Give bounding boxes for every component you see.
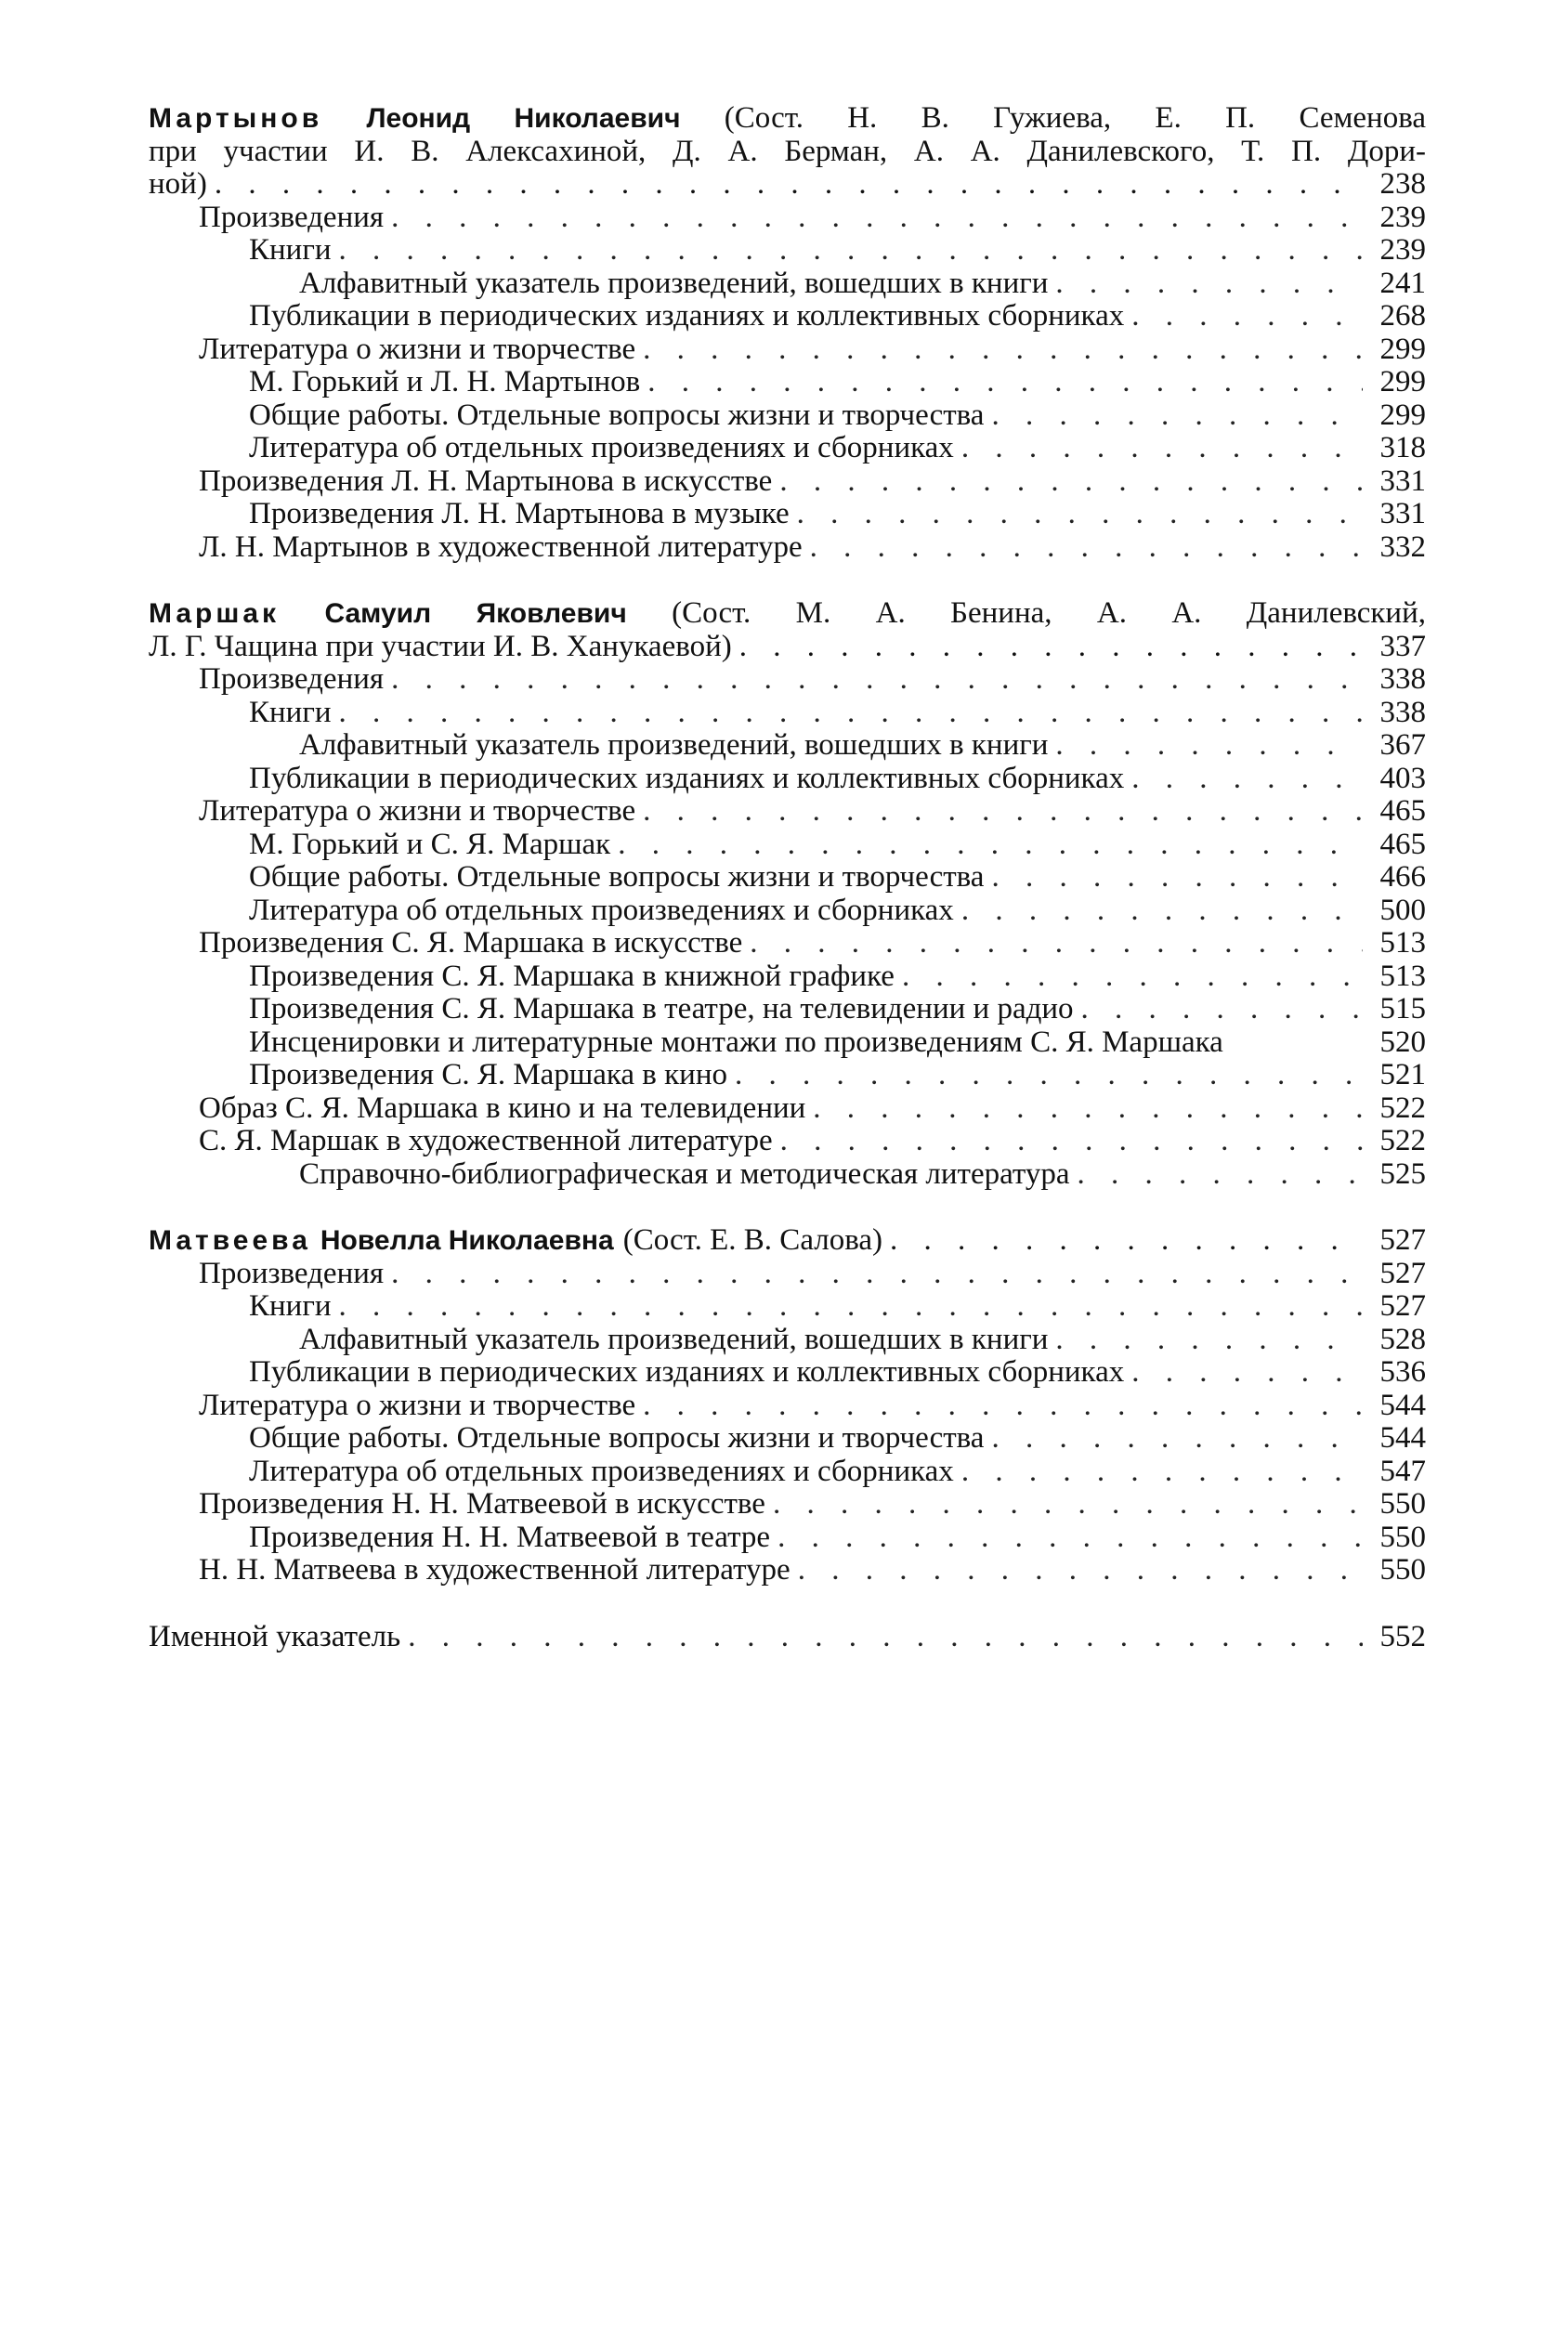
dot-leader	[739, 631, 1363, 664]
page-number: 268	[1379, 299, 1426, 333]
page-number: 513	[1379, 959, 1426, 993]
page-number: 527	[1379, 1223, 1426, 1257]
entry-list	[149, 663, 1426, 1191]
dot-leader	[735, 1059, 1363, 1092]
heading-last-line	[149, 631, 1426, 664]
entry-title: Произведения С. Я. Маршака в книжной графике	[249, 959, 895, 993]
toc-entry[interactable]	[149, 498, 1426, 531]
author-surname: Маршак	[149, 598, 281, 629]
entry-title: Книги	[249, 695, 332, 729]
dot-leader	[813, 1092, 1363, 1126]
author-surname: Матвеева	[149, 1225, 311, 1256]
page-number: 500	[1379, 893, 1426, 927]
page-number: 403	[1379, 761, 1426, 795]
dot-leader	[798, 1554, 1363, 1587]
page-number: 522	[1379, 1091, 1426, 1125]
page-number: 338	[1379, 695, 1426, 729]
dot-leader	[773, 1488, 1363, 1522]
toc-entry[interactable]	[149, 366, 1426, 399]
entry-title: Произведения Н. Н. Матвеевой в искусстве	[199, 1487, 765, 1521]
entry-title: М. Горький и С. Я. Маршак	[249, 827, 611, 861]
author-given-names: Леонид Николаевич	[366, 103, 681, 134]
dot-leader	[777, 1522, 1363, 1555]
compilers-text: (Сост. М. А. Бенина, А. А. Данилевский,	[672, 596, 1426, 630]
dot-leader	[408, 1621, 1363, 1654]
dot-leader	[643, 1390, 1363, 1423]
toc-entry[interactable]	[149, 1356, 1426, 1390]
entry-list	[149, 202, 1426, 565]
toc-entry[interactable]	[149, 663, 1426, 697]
page-number: 547	[1379, 1454, 1426, 1488]
toc-entry[interactable]	[149, 1324, 1426, 1357]
page-number: 536	[1379, 1355, 1426, 1389]
entry-title: Произведения С. Я. Маршака в театре, на телевидении и радио	[249, 992, 1074, 1025]
dot-leader	[1081, 993, 1363, 1026]
page-number: 241	[1379, 266, 1426, 300]
toc-entry[interactable]	[149, 993, 1426, 1026]
entry-title: Инсценировки и литературные монтажи по произведениям С. Я. Маршака	[249, 1025, 1223, 1059]
entry-title: Произведения Л. Н. Мартынова в музыке	[249, 497, 790, 530]
page-number: 338	[1379, 662, 1426, 696]
entry-title: Публикации в периодических изданиях и коллективных сборниках	[249, 761, 1125, 795]
heading-last-text: (Сост. Е. В. Салова)	[622, 1223, 883, 1257]
entry-list	[149, 1258, 1426, 1587]
dot-leader	[1055, 268, 1363, 301]
toc-entry[interactable]	[149, 1290, 1426, 1324]
toc-entry[interactable]	[149, 861, 1426, 895]
toc-entry[interactable]	[149, 465, 1426, 499]
dot-leader	[339, 1290, 1363, 1324]
page-number: 550	[1379, 1553, 1426, 1587]
page-number: 299	[1379, 398, 1426, 432]
entry-title: Алфавитный указатель произведений, вошедших в книги	[299, 728, 1049, 762]
page-number: 337	[1379, 629, 1426, 663]
dot-leader	[991, 399, 1363, 433]
dot-leader	[991, 861, 1363, 895]
dot-leader	[1131, 763, 1363, 796]
toc-section-matveeva	[149, 1224, 1426, 1587]
page-number: 299	[1379, 332, 1426, 366]
entry-title: Литература о жизни и творчестве	[199, 332, 636, 366]
dot-leader	[391, 1258, 1363, 1291]
toc-entry[interactable]	[149, 697, 1426, 730]
toc-entry[interactable]	[149, 1456, 1426, 1489]
page-number: 550	[1379, 1487, 1426, 1521]
heading-last-line	[149, 168, 1426, 202]
dot-leader	[339, 697, 1363, 730]
toc-entry[interactable]	[149, 1158, 1426, 1192]
toc-entry[interactable]	[149, 531, 1426, 565]
dot-leader	[618, 829, 1363, 862]
entry-title: Образ С. Я. Маршака в кино и на телевидении	[199, 1091, 806, 1125]
toc-entry[interactable]	[149, 1125, 1426, 1158]
page-number: 318	[1379, 431, 1426, 464]
dot-leader	[643, 333, 1363, 367]
page-number: 465	[1379, 794, 1426, 828]
dot-leader	[780, 1125, 1363, 1158]
page-number: 239	[1379, 200, 1426, 234]
entry-title: М. Горький и Л. Н. Мартынов	[249, 365, 641, 398]
dot-leader	[1055, 729, 1363, 763]
toc-entry[interactable]	[149, 1488, 1426, 1522]
toc-entry[interactable]	[149, 1390, 1426, 1423]
toc-entry[interactable]	[149, 829, 1426, 862]
dot-leader	[1131, 1356, 1363, 1390]
entry-title: Общие работы. Отдельные вопросы жизни и творчества	[249, 398, 985, 432]
dot-leader	[1055, 1324, 1363, 1357]
heading-line-1	[149, 102, 1426, 136]
toc-section-marshak	[149, 597, 1426, 1191]
toc-entry[interactable]	[149, 432, 1426, 465]
entry-title: Произведения Л. Н. Мартынова в искусстве	[199, 464, 773, 498]
page-number: 515	[1379, 992, 1426, 1025]
toc-entry[interactable]	[149, 1258, 1426, 1291]
toc-entry[interactable]	[149, 1026, 1426, 1060]
entry-title: Произведения С. Я. Маршака в искусстве	[199, 926, 743, 960]
page-number: 367	[1379, 728, 1426, 762]
dot-leader	[750, 927, 1363, 960]
toc-entry[interactable]	[149, 268, 1426, 301]
entry-title: Публикации в периодических изданиях и коллективных сборниках	[249, 1355, 1125, 1389]
entry-title: Л. Н. Мартынов в художественной литературе	[199, 529, 803, 564]
toc-entry[interactable]	[149, 927, 1426, 960]
toc-entry[interactable]	[149, 1092, 1426, 1126]
author-surname: Мартынов	[149, 103, 323, 134]
section-heading	[149, 1224, 1426, 1258]
entry-title: Литература о жизни и творчестве	[199, 1388, 636, 1422]
dot-leader	[961, 432, 1363, 465]
entry-title: С. Я. Маршак в художественной литературе	[199, 1124, 773, 1157]
entry-title: Именной указатель	[149, 1619, 401, 1653]
page-number: 331	[1379, 464, 1426, 498]
page-number: 550	[1379, 1520, 1426, 1554]
page-number: 238	[1379, 167, 1426, 201]
dot-leader	[391, 202, 1363, 235]
dot-leader	[961, 1456, 1363, 1489]
toc-entry[interactable]	[149, 1059, 1426, 1092]
toc-entry[interactable]	[149, 729, 1426, 763]
author-given-names: Новелла Николаевна	[320, 1225, 614, 1256]
dot-leader	[890, 1224, 1363, 1258]
entry-title: Литература о жизни и творчестве	[199, 794, 636, 828]
toc-entry[interactable]	[149, 795, 1426, 829]
heading-last-text: ной)	[149, 167, 207, 201]
toc-entry[interactable]	[149, 895, 1426, 928]
page-number: 520	[1379, 1025, 1426, 1059]
entry-title: Публикации в периодических изданиях и коллективных сборниках	[249, 299, 1125, 333]
dot-leader	[1131, 300, 1363, 333]
entry-title: Общие работы. Отдельные вопросы жизни и творчества	[249, 860, 985, 894]
section-heading	[149, 102, 1426, 202]
entry-title: Литература об отдельных произведениях и сборниках	[249, 893, 954, 927]
entry-title: Справочно-библиографическая и методическая литература	[299, 1156, 1070, 1191]
heading-line-2: при участии И. В. Алексахиной, Д. А. Берман, А. А. Данилевского, Т. П. Дори-	[149, 134, 1426, 168]
page-number: 465	[1379, 827, 1426, 861]
section-heading	[149, 597, 1426, 663]
toc-entry[interactable]	[149, 1554, 1426, 1587]
entry-title: Книги	[249, 233, 332, 267]
page-number: 552	[1379, 1619, 1426, 1653]
toc-section-index	[149, 1621, 1426, 1654]
dot-leader	[215, 168, 1363, 202]
entry-title: Общие работы. Отдельные вопросы жизни и творчества	[249, 1421, 985, 1455]
page-number: 239	[1379, 233, 1426, 267]
toc-entry[interactable]	[149, 1522, 1426, 1555]
toc-entry[interactable]	[149, 300, 1426, 333]
dot-leader	[902, 960, 1363, 994]
page-number: 332	[1379, 529, 1426, 564]
entry-title: Книги	[249, 1289, 332, 1323]
dot-leader	[961, 895, 1363, 928]
entry-title: Алфавитный указатель произведений, вошедших в книги	[299, 1322, 1049, 1356]
entry-title: Н. Н. Матвеева в художественной литературе	[199, 1553, 791, 1587]
dot-leader	[797, 498, 1363, 531]
entry-title: Алфавитный указатель произведений, вошедших в книги	[299, 266, 1049, 300]
dot-leader	[810, 531, 1363, 565]
author-given-names: Самуил Яковлевич	[324, 598, 627, 629]
dot-leader	[991, 1422, 1363, 1456]
entry-title: Произведения С. Я. Маршака в кино	[249, 1058, 727, 1091]
dot-leader	[339, 234, 1363, 268]
heading-line-1	[149, 597, 1426, 631]
page-number: 513	[1379, 926, 1426, 960]
dot-leader	[779, 465, 1363, 499]
toc-entry[interactable]	[149, 1422, 1426, 1456]
entry-title: Произведения	[199, 662, 385, 696]
dot-leader	[391, 663, 1363, 697]
entry-title: Произведения	[199, 200, 385, 234]
toc-entry-name-index[interactable]	[149, 1621, 1426, 1654]
page-number: 528	[1379, 1322, 1426, 1356]
page-number: 331	[1379, 497, 1426, 530]
table-of-contents	[149, 102, 1426, 1687]
page-number: 544	[1379, 1421, 1426, 1455]
dot-leader	[1078, 1158, 1363, 1192]
page-number: 544	[1379, 1388, 1426, 1422]
page-number: 299	[1379, 365, 1426, 398]
dot-leader	[647, 366, 1363, 399]
page-number: 525	[1379, 1156, 1426, 1191]
toc-section-martynov	[149, 102, 1426, 564]
toc-entry[interactable]	[149, 960, 1426, 994]
toc-entry[interactable]	[149, 399, 1426, 433]
page-number: 527	[1379, 1256, 1426, 1290]
compilers-text: (Сост. Н. В. Гужиева, Е. П. Семенова	[724, 101, 1427, 135]
entry-title: Литература об отдельных произведениях и сборниках	[249, 1454, 954, 1488]
entry-title: Литература об отдельных произведениях и сборниках	[249, 431, 954, 464]
toc-entry[interactable]	[149, 333, 1426, 367]
entry-title: Произведения	[199, 1256, 385, 1290]
toc-entry[interactable]	[149, 234, 1426, 268]
entry-title: Произведения Н. Н. Матвеевой в театре	[249, 1520, 771, 1554]
page-number: 522	[1379, 1124, 1426, 1157]
dot-leader	[643, 795, 1363, 829]
page-number: 527	[1379, 1289, 1426, 1323]
heading-last-text: Л. Г. Чащина при участии И. В. Ханукаевой)	[149, 629, 732, 663]
page-number: 466	[1379, 860, 1426, 894]
toc-entry[interactable]	[149, 763, 1426, 796]
toc-entry[interactable]	[149, 202, 1426, 235]
page-number: 521	[1379, 1058, 1426, 1091]
